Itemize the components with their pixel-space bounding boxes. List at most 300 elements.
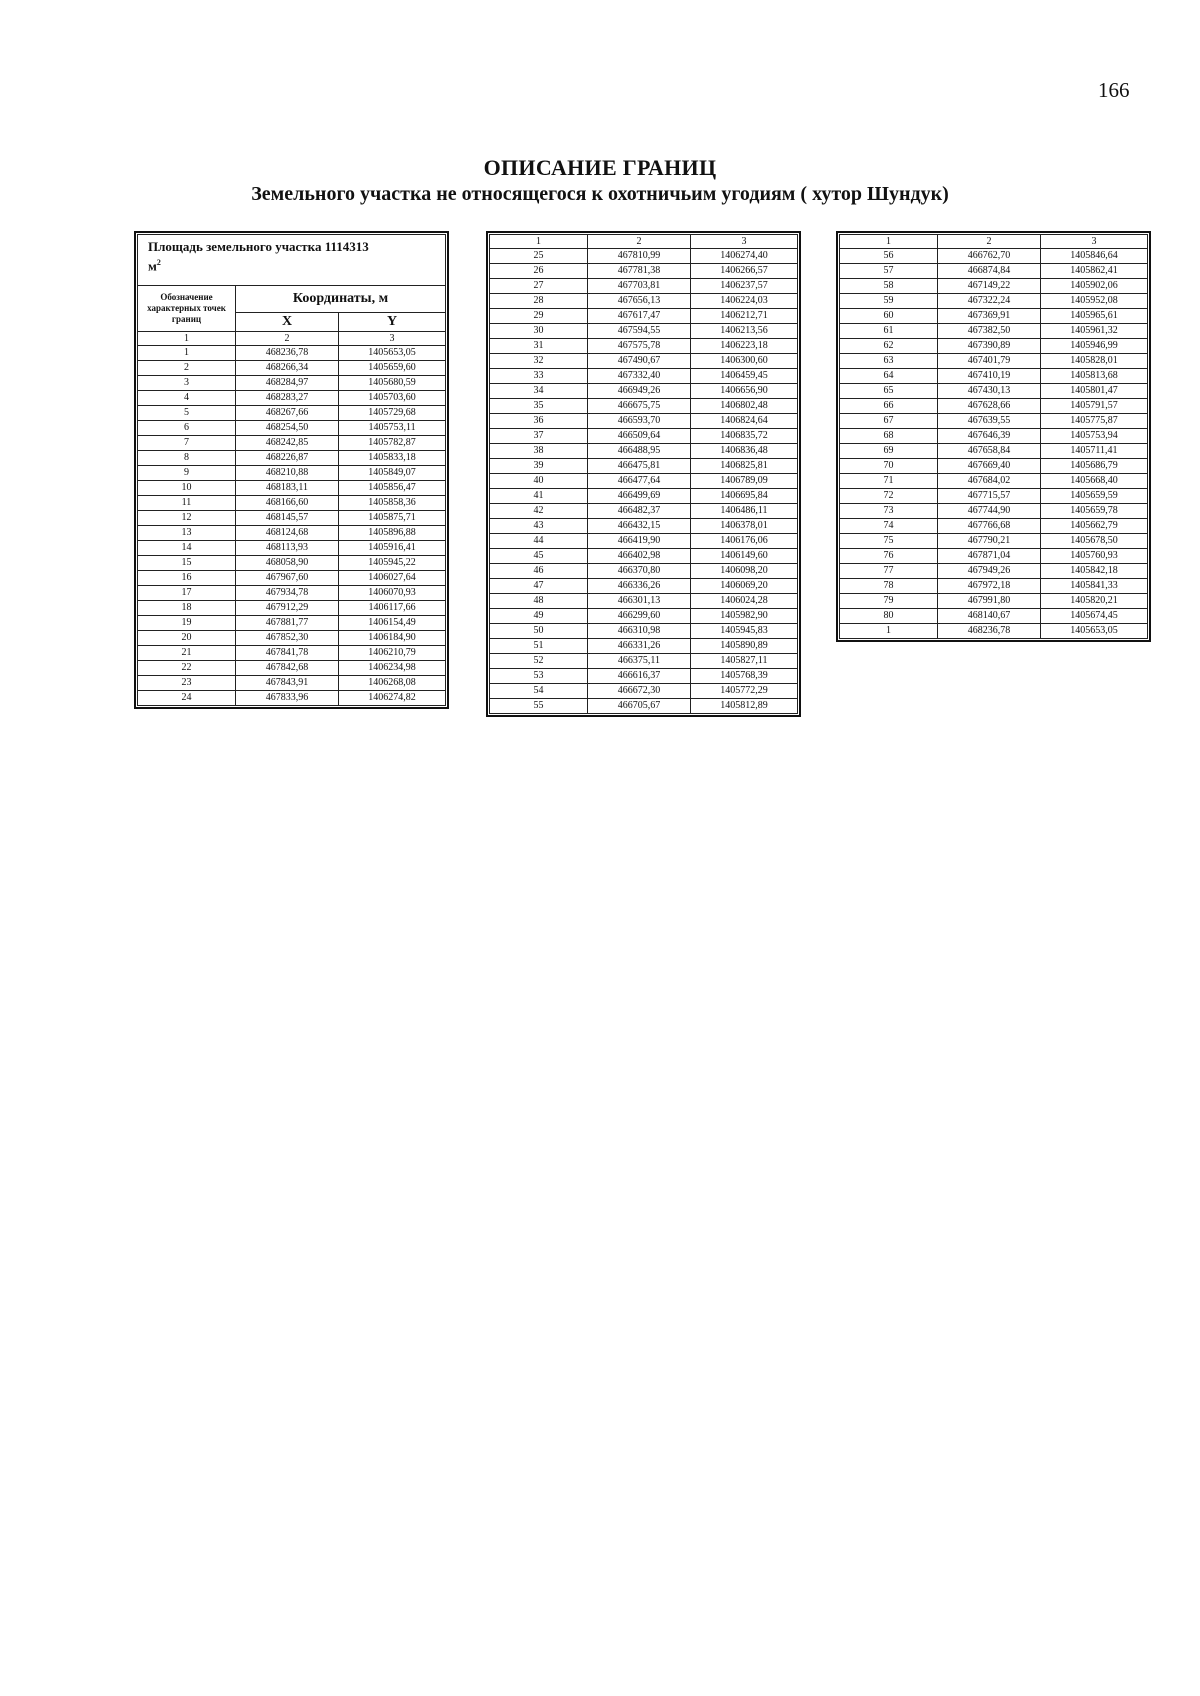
y-coordinate-cell: 1405680,59 <box>339 376 446 391</box>
point-number-cell: 58 <box>840 279 938 294</box>
y-coordinate-cell: 1405775,87 <box>1041 414 1148 429</box>
column-number: 3 <box>339 332 446 346</box>
x-coordinate-cell: 467149,22 <box>938 279 1041 294</box>
y-coordinate-cell: 1406213,56 <box>691 324 798 339</box>
y-coordinate-cell: 1406224,03 <box>691 294 798 309</box>
y-coordinate-cell: 1406459,45 <box>691 369 798 384</box>
coordinates-table-2 <box>489 234 798 714</box>
x-coordinate-cell: 466672,30 <box>588 684 691 699</box>
table-row <box>490 594 798 609</box>
point-number-cell: 1 <box>138 346 236 361</box>
y-coordinate-cell: 1405760,93 <box>1041 549 1148 564</box>
x-coordinate-cell: 466301,13 <box>588 594 691 609</box>
point-number-cell: 67 <box>840 414 938 429</box>
y-coordinate-cell: 1405841,33 <box>1041 579 1148 594</box>
point-number-cell: 37 <box>490 429 588 444</box>
document-title: ОПИСАНИЕ ГРАНИЦ <box>483 155 717 180</box>
coordinates-table-3 <box>839 234 1148 639</box>
point-number-cell: 76 <box>840 549 938 564</box>
table-row <box>138 646 446 661</box>
y-coordinate-cell: 1405833,18 <box>339 451 446 466</box>
point-number-cell: 34 <box>490 384 588 399</box>
x-coordinate-cell: 466675,75 <box>588 399 691 414</box>
point-number-cell: 43 <box>490 519 588 534</box>
y-coordinate-cell: 1405653,05 <box>1041 624 1148 639</box>
point-number-cell: 32 <box>490 354 588 369</box>
y-coordinate-cell: 1406069,20 <box>691 579 798 594</box>
y-coordinate-cell: 1405890,89 <box>691 639 798 654</box>
x-coordinate-cell: 468113,93 <box>236 541 339 556</box>
y-coordinate-cell: 1405842,18 <box>1041 564 1148 579</box>
table-row <box>138 616 446 631</box>
table-row <box>138 346 446 361</box>
y-coordinate-cell: 1406274,40 <box>691 249 798 264</box>
point-number-cell: 10 <box>138 481 236 496</box>
y-coordinate-cell: 1406300,60 <box>691 354 798 369</box>
y-coordinate-cell: 1406378,01 <box>691 519 798 534</box>
y-coordinate-cell: 1406098,20 <box>691 564 798 579</box>
table-row <box>840 609 1148 624</box>
point-number-cell: 26 <box>490 264 588 279</box>
table-row <box>138 421 446 436</box>
point-number-cell: 29 <box>490 309 588 324</box>
x-coordinate-cell: 467871,04 <box>938 549 1041 564</box>
point-number-cell: 25 <box>490 249 588 264</box>
x-coordinate-cell: 467991,80 <box>938 594 1041 609</box>
y-coordinate-cell: 1406176,06 <box>691 534 798 549</box>
table-row <box>138 571 446 586</box>
y-coordinate-cell: 1405729,68 <box>339 406 446 421</box>
y-coordinate-cell: 1405828,01 <box>1041 354 1148 369</box>
point-number-cell: 53 <box>490 669 588 684</box>
x-coordinate-cell: 466499,69 <box>588 489 691 504</box>
table-row <box>490 264 798 279</box>
x-coordinate-cell: 467656,13 <box>588 294 691 309</box>
point-number-cell: 63 <box>840 354 938 369</box>
x-coordinate-cell: 467949,26 <box>938 564 1041 579</box>
table-row <box>490 504 798 519</box>
x-coordinate-cell: 467852,30 <box>236 631 339 646</box>
point-number-cell: 20 <box>138 631 236 646</box>
x-coordinate-cell: 468283,27 <box>236 391 339 406</box>
point-number-cell: 71 <box>840 474 938 489</box>
y-coordinate-cell: 1405813,68 <box>1041 369 1148 384</box>
x-coordinate-cell: 467715,57 <box>938 489 1041 504</box>
y-coordinate-cell: 1405902,06 <box>1041 279 1148 294</box>
x-coordinate-cell: 468124,68 <box>236 526 339 541</box>
table-row <box>840 414 1148 429</box>
y-header: Y <box>339 313 446 332</box>
x-coordinate-cell: 468254,50 <box>236 421 339 436</box>
point-number-cell: 75 <box>840 534 938 549</box>
point-number-cell: 18 <box>138 601 236 616</box>
x-coordinate-cell: 466370,80 <box>588 564 691 579</box>
y-coordinate-cell: 1405659,59 <box>1041 489 1148 504</box>
point-number-cell: 72 <box>840 489 938 504</box>
y-coordinate-cell: 1405945,22 <box>339 556 446 571</box>
y-coordinate-cell: 1405820,21 <box>1041 594 1148 609</box>
x-coordinate-cell: 468166,60 <box>236 496 339 511</box>
y-coordinate-cell: 1406835,72 <box>691 429 798 444</box>
x-coordinate-cell: 467430,13 <box>938 384 1041 399</box>
x-coordinate-cell: 467833,96 <box>236 691 339 706</box>
point-number-cell: 5 <box>138 406 236 421</box>
point-number-cell: 27 <box>490 279 588 294</box>
table-row <box>840 309 1148 324</box>
y-coordinate-cell: 1405768,39 <box>691 669 798 684</box>
table-row <box>138 376 446 391</box>
x-coordinate-cell: 468284,97 <box>236 376 339 391</box>
area-cell <box>138 235 446 286</box>
point-number-cell: 73 <box>840 504 938 519</box>
table-row <box>840 384 1148 399</box>
x-coordinate-cell: 467810,99 <box>588 249 691 264</box>
table-row <box>840 534 1148 549</box>
table-row <box>840 474 1148 489</box>
y-coordinate-cell: 1405662,79 <box>1041 519 1148 534</box>
point-number-cell: 77 <box>840 564 938 579</box>
point-number-cell: 64 <box>840 369 938 384</box>
y-coordinate-cell: 1405659,78 <box>1041 504 1148 519</box>
coordinates-header: Координаты, м <box>236 286 446 313</box>
column-number: 1 <box>840 235 938 249</box>
y-coordinate-cell: 1405849,07 <box>339 466 446 481</box>
table-row <box>840 354 1148 369</box>
point-number-cell: 28 <box>490 294 588 309</box>
table-row <box>840 594 1148 609</box>
x-coordinate-cell: 467669,40 <box>938 459 1041 474</box>
y-coordinate-cell: 1406117,66 <box>339 601 446 616</box>
table-row <box>490 474 798 489</box>
y-coordinate-cell: 1405827,11 <box>691 654 798 669</box>
y-coordinate-cell: 1406184,90 <box>339 631 446 646</box>
table-row <box>840 399 1148 414</box>
x-coordinate-cell: 467390,89 <box>938 339 1041 354</box>
point-number-cell: 19 <box>138 616 236 631</box>
point-number-cell: 44 <box>490 534 588 549</box>
x-coordinate-cell: 468267,66 <box>236 406 339 421</box>
points-header: Обозначение характерных точек границ <box>138 286 236 332</box>
x-coordinate-cell: 467617,47 <box>588 309 691 324</box>
table-row <box>138 526 446 541</box>
table-row <box>490 624 798 639</box>
point-number-cell: 41 <box>490 489 588 504</box>
table-row <box>490 444 798 459</box>
point-number-cell: 12 <box>138 511 236 526</box>
column-number: 3 <box>1041 235 1148 249</box>
x-coordinate-cell: 467628,66 <box>938 399 1041 414</box>
table-row <box>138 436 446 451</box>
coordinates-table-1 <box>137 234 446 706</box>
point-number-cell: 42 <box>490 504 588 519</box>
y-coordinate-cell: 1405686,79 <box>1041 459 1148 474</box>
point-number-cell: 17 <box>138 586 236 601</box>
table-row <box>490 309 798 324</box>
y-coordinate-cell: 1406824,64 <box>691 414 798 429</box>
x-coordinate-cell: 467684,02 <box>938 474 1041 489</box>
point-number-cell: 6 <box>138 421 236 436</box>
x-coordinate-cell: 468183,11 <box>236 481 339 496</box>
table-row <box>840 504 1148 519</box>
y-coordinate-cell: 1406266,57 <box>691 264 798 279</box>
x-coordinate-cell: 467322,24 <box>938 294 1041 309</box>
table-row <box>490 339 798 354</box>
table-row <box>138 541 446 556</box>
table-row <box>490 609 798 624</box>
y-coordinate-cell: 1405961,32 <box>1041 324 1148 339</box>
table-row <box>490 489 798 504</box>
column-number: 3 <box>691 235 798 249</box>
x-coordinate-cell: 467401,79 <box>938 354 1041 369</box>
y-coordinate-cell: 1405668,40 <box>1041 474 1148 489</box>
y-coordinate-cell: 1406223,18 <box>691 339 798 354</box>
y-coordinate-cell: 1406268,08 <box>339 676 446 691</box>
table-row <box>490 639 798 654</box>
y-coordinate-cell: 1405862,41 <box>1041 264 1148 279</box>
table-row <box>138 496 446 511</box>
table-row <box>840 489 1148 504</box>
x-coordinate-cell: 468236,78 <box>236 346 339 361</box>
y-coordinate-cell: 1406836,48 <box>691 444 798 459</box>
point-number-cell: 33 <box>490 369 588 384</box>
table-row <box>138 361 446 376</box>
column-number: 1 <box>138 332 236 346</box>
x-coordinate-cell: 466593,70 <box>588 414 691 429</box>
y-coordinate-cell: 1405856,47 <box>339 481 446 496</box>
table-row <box>840 444 1148 459</box>
table-row <box>840 624 1148 639</box>
x-coordinate-cell: 466616,37 <box>588 669 691 684</box>
area-unit-power: 2 <box>156 258 161 267</box>
point-number-cell: 56 <box>840 249 938 264</box>
table-row <box>490 279 798 294</box>
y-coordinate-cell: 1405782,87 <box>339 436 446 451</box>
table-row <box>138 631 446 646</box>
y-coordinate-cell: 1405965,61 <box>1041 309 1148 324</box>
x-coordinate-cell: 466705,67 <box>588 699 691 714</box>
y-coordinate-cell: 1405952,08 <box>1041 294 1148 309</box>
point-number-cell: 54 <box>490 684 588 699</box>
table-row <box>490 294 798 309</box>
table-row <box>840 294 1148 309</box>
x-coordinate-cell: 466336,26 <box>588 579 691 594</box>
table-row <box>138 586 446 601</box>
y-coordinate-cell: 1405791,57 <box>1041 399 1148 414</box>
area-unit: м <box>148 258 157 274</box>
table-row <box>490 354 798 369</box>
y-coordinate-cell: 1405753,94 <box>1041 429 1148 444</box>
x-coordinate-cell: 466402,98 <box>588 549 691 564</box>
y-coordinate-cell: 1405772,29 <box>691 684 798 699</box>
y-coordinate-cell: 1405896,88 <box>339 526 446 541</box>
x-coordinate-cell: 467842,68 <box>236 661 339 676</box>
point-number-cell: 78 <box>840 579 938 594</box>
x-coordinate-cell: 467912,29 <box>236 601 339 616</box>
table-row <box>490 534 798 549</box>
table-row <box>138 511 446 526</box>
x-coordinate-cell: 466482,37 <box>588 504 691 519</box>
x-coordinate-cell: 467658,84 <box>938 444 1041 459</box>
x-coordinate-cell: 467646,39 <box>938 429 1041 444</box>
table-row <box>840 519 1148 534</box>
x-coordinate-cell: 466477,64 <box>588 474 691 489</box>
y-coordinate-cell: 1405703,60 <box>339 391 446 406</box>
column-number: 2 <box>938 235 1041 249</box>
table-row <box>490 654 798 669</box>
point-number-cell: 79 <box>840 594 938 609</box>
table-row <box>138 601 446 616</box>
table-row <box>138 406 446 421</box>
x-coordinate-cell: 468242,85 <box>236 436 339 451</box>
point-number-cell: 61 <box>840 324 938 339</box>
x-coordinate-cell: 467703,81 <box>588 279 691 294</box>
point-number-cell: 2 <box>138 361 236 376</box>
x-coordinate-cell: 467781,38 <box>588 264 691 279</box>
point-number-cell: 24 <box>138 691 236 706</box>
x-coordinate-cell: 468210,88 <box>236 466 339 481</box>
point-number-cell: 48 <box>490 594 588 609</box>
table-row <box>138 676 446 691</box>
point-number-cell: 3 <box>138 376 236 391</box>
y-coordinate-cell: 1406212,71 <box>691 309 798 324</box>
table-row <box>490 459 798 474</box>
x-coordinate-cell: 467575,78 <box>588 339 691 354</box>
table-row <box>490 564 798 579</box>
table-row <box>490 684 798 699</box>
x-coordinate-cell: 468140,67 <box>938 609 1041 624</box>
table-row <box>138 661 446 676</box>
table-row <box>840 369 1148 384</box>
y-coordinate-cell: 1406234,98 <box>339 661 446 676</box>
x-coordinate-cell: 467639,55 <box>938 414 1041 429</box>
point-number-cell: 66 <box>840 399 938 414</box>
point-number-cell: 38 <box>490 444 588 459</box>
y-coordinate-cell: 1406027,64 <box>339 571 446 586</box>
x-coordinate-cell: 467490,67 <box>588 354 691 369</box>
point-number-cell: 14 <box>138 541 236 556</box>
table-row <box>840 249 1148 264</box>
point-number-cell: 35 <box>490 399 588 414</box>
y-coordinate-cell: 1405946,99 <box>1041 339 1148 354</box>
point-number-cell: 62 <box>840 339 938 354</box>
x-coordinate-cell: 466949,26 <box>588 384 691 399</box>
point-number-cell: 21 <box>138 646 236 661</box>
point-number-cell: 40 <box>490 474 588 489</box>
y-coordinate-cell: 1406154,49 <box>339 616 446 631</box>
point-number-cell: 30 <box>490 324 588 339</box>
table-row <box>138 451 446 466</box>
x-coordinate-cell: 466475,81 <box>588 459 691 474</box>
x-coordinate-cell: 467594,55 <box>588 324 691 339</box>
x-coordinate-cell: 467744,90 <box>938 504 1041 519</box>
document-subtitle: Земельного участка не относящегося к охотничьим угодиям ( хутор Шундук) <box>251 183 949 205</box>
table-row <box>138 391 446 406</box>
y-coordinate-cell: 1405678,50 <box>1041 534 1148 549</box>
x-coordinate-cell: 466762,70 <box>938 249 1041 264</box>
x-coordinate-cell: 466509,64 <box>588 429 691 444</box>
y-coordinate-cell: 1406486,11 <box>691 504 798 519</box>
table-row <box>490 549 798 564</box>
y-coordinate-cell: 1405812,89 <box>691 699 798 714</box>
point-number-cell: 49 <box>490 609 588 624</box>
x-coordinate-cell: 467369,91 <box>938 309 1041 324</box>
point-number-cell: 22 <box>138 661 236 676</box>
point-number-cell: 80 <box>840 609 938 624</box>
y-coordinate-cell: 1406149,60 <box>691 549 798 564</box>
point-number-cell: 68 <box>840 429 938 444</box>
table-row <box>840 279 1148 294</box>
y-coordinate-cell: 1406789,09 <box>691 474 798 489</box>
point-number-cell: 1 <box>840 624 938 639</box>
table-row <box>490 384 798 399</box>
x-coordinate-cell: 467972,18 <box>938 579 1041 594</box>
column-number: 2 <box>588 235 691 249</box>
point-number-cell: 4 <box>138 391 236 406</box>
y-coordinate-cell: 1405753,11 <box>339 421 446 436</box>
x-coordinate-cell: 468266,34 <box>236 361 339 376</box>
table-row <box>490 429 798 444</box>
table-row <box>138 481 446 496</box>
y-coordinate-cell: 1405674,45 <box>1041 609 1148 624</box>
y-coordinate-cell: 1405858,36 <box>339 496 446 511</box>
table-row <box>138 691 446 706</box>
x-coordinate-cell: 466375,11 <box>588 654 691 669</box>
column-number: 1 <box>490 235 588 249</box>
y-coordinate-cell: 1405916,41 <box>339 541 446 556</box>
point-number-cell: 50 <box>490 624 588 639</box>
x-coordinate-cell: 467766,68 <box>938 519 1041 534</box>
table-row <box>490 369 798 384</box>
y-coordinate-cell: 1406237,57 <box>691 279 798 294</box>
y-coordinate-cell: 1405875,71 <box>339 511 446 526</box>
point-number-cell: 7 <box>138 436 236 451</box>
table-row <box>490 414 798 429</box>
point-number-cell: 13 <box>138 526 236 541</box>
point-number-cell: 70 <box>840 459 938 474</box>
y-coordinate-cell: 1405711,41 <box>1041 444 1148 459</box>
x-header: X <box>236 313 339 332</box>
x-coordinate-cell: 466419,90 <box>588 534 691 549</box>
area-label: Площадь земельного участка 1114313 <box>148 239 369 254</box>
point-number-cell: 65 <box>840 384 938 399</box>
table-row <box>840 549 1148 564</box>
point-number-cell: 8 <box>138 451 236 466</box>
table-row <box>490 669 798 684</box>
table-row <box>840 429 1148 444</box>
x-coordinate-cell: 467841,78 <box>236 646 339 661</box>
point-number-cell: 60 <box>840 309 938 324</box>
table-row <box>138 556 446 571</box>
point-number-cell: 59 <box>840 294 938 309</box>
table-row <box>840 324 1148 339</box>
y-coordinate-cell: 1406656,90 <box>691 384 798 399</box>
table-row <box>840 264 1148 279</box>
y-coordinate-cell: 1405801,47 <box>1041 384 1148 399</box>
point-number-cell: 46 <box>490 564 588 579</box>
table-row <box>840 564 1148 579</box>
table-row <box>840 579 1148 594</box>
point-number-cell: 57 <box>840 264 938 279</box>
table-row <box>490 324 798 339</box>
column-number: 2 <box>236 332 339 346</box>
point-number-cell: 74 <box>840 519 938 534</box>
point-number-cell: 23 <box>138 676 236 691</box>
y-coordinate-cell: 1405982,90 <box>691 609 798 624</box>
point-number-cell: 55 <box>490 699 588 714</box>
x-coordinate-cell: 466874,84 <box>938 264 1041 279</box>
point-number-cell: 69 <box>840 444 938 459</box>
table-row <box>138 466 446 481</box>
